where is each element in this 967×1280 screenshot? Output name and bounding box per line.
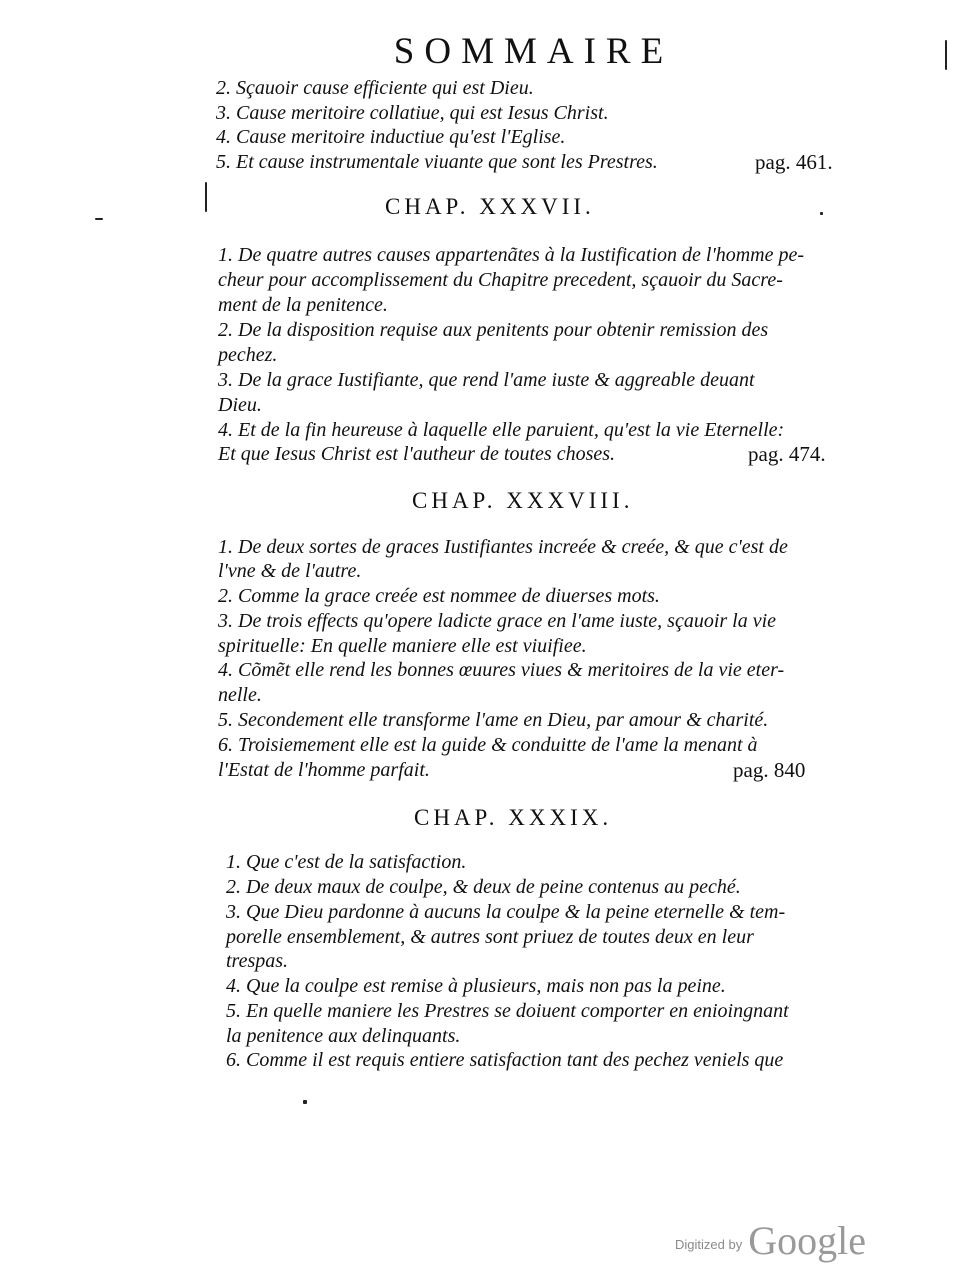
- google-logo: Google: [748, 1218, 866, 1263]
- scan-speck: [820, 212, 823, 215]
- chapter-line: 6. Comme il est requis entiere satisfaction tant des pechez veniels que: [226, 1049, 784, 1071]
- running-head: SOMMAIRE: [393, 31, 674, 72]
- scan-speck: [945, 40, 947, 70]
- chapter-heading: CHAP. XXXVII.: [385, 194, 595, 219]
- intro-line: 5. Et cause instrumentale viuante que sont les Prestres.: [216, 151, 658, 173]
- chapter-line: Et que Iesus Christ est l'autheur de toutes choses.: [218, 443, 616, 465]
- chapter-heading: CHAP. XXXVIII.: [412, 488, 634, 513]
- page-reference: pag. 840: [733, 758, 806, 782]
- page-reference: pag. 461.: [755, 150, 833, 174]
- watermark-prefix: Digitized by: [675, 1237, 743, 1252]
- chapter-line: 4. Cõmẽt elle rend les bonnes œuures viues & meritoires de la vie eter-: [218, 659, 785, 681]
- chapter-line: l'vne & de l'autre.: [218, 560, 362, 582]
- chapter-line: Dieu.: [218, 394, 262, 416]
- intro-line: 3. Cause meritoire collatiue, qui est Iesus Christ.: [216, 102, 609, 124]
- page-reference: pag. 474.: [748, 442, 826, 466]
- chapter-line: 4. Et de la fin heureuse à laquelle elle paruient, qu'est la vie Eternelle:: [218, 419, 785, 441]
- chapter-line: pechez.: [218, 344, 278, 366]
- chapter-line: l'Estat de l'homme parfait.: [218, 759, 430, 781]
- digitized-watermark: [675, 1217, 866, 1264]
- intro-line: 4. Cause meritoire inductiue qu'est l'Eglise.: [216, 126, 566, 148]
- chapter-line: 3. De trois effects qu'opere ladicte grace en l'ame iuste, sçauoir la vie: [218, 610, 777, 632]
- chapter-line: ment de la penitence.: [218, 294, 388, 316]
- chapter-line: 3. De la grace Iustifiante, que rend l'ame iuste & aggreable deuant: [218, 369, 755, 391]
- chapter-heading: CHAP. XXXIX.: [414, 805, 613, 830]
- chapter-line: cheur pour accomplissement du Chapitre precedent, sçauoir du Sacre-: [218, 269, 783, 291]
- scan-speck: [303, 1100, 307, 1104]
- intro-line: 2. Sçauoir cause efficiente qui est Dieu.: [216, 77, 534, 99]
- scan-speck: [205, 182, 207, 212]
- chapter-line: 2. De la disposition requise aux penitents pour obtenir remission des: [218, 319, 769, 341]
- chapter-line: trespas.: [226, 950, 289, 972]
- chapter-line: 1. De quatre autres causes appartenãtes à la Iustification de l'homme pe-: [218, 244, 805, 266]
- chapter-line: 1. De deux sortes de graces Iustifiantes increée & creée, & que c'est de: [218, 536, 788, 558]
- chapter-line: 4. Que la coulpe est remise à plusieurs, mais non pas la peine.: [226, 975, 726, 997]
- chapter-line: la penitence aux delinquants.: [226, 1025, 461, 1047]
- chapter-line: nelle.: [218, 684, 262, 706]
- scan-speck: [95, 218, 103, 220]
- chapter-line: porelle ensemblement, & autres sont priuez de toutes deux en leur: [226, 926, 754, 948]
- chapter-line: 6. Troisiemement elle est la guide & conduitte de l'ame la menant à: [218, 734, 758, 756]
- chapter-line: 1. Que c'est de la satisfaction.: [226, 851, 467, 873]
- chapter-line: 2. Comme la grace creée est nommee de diuerses mots.: [218, 585, 660, 607]
- chapter-line: 5. En quelle maniere les Prestres se doiuent comporter en enioingnant: [226, 1000, 789, 1022]
- chapter-line: spirituelle: En quelle maniere elle est viuifiee.: [218, 635, 587, 657]
- chapter-line: 3. Que Dieu pardonne à aucuns la coulpe & la peine eternelle & tem-: [226, 901, 786, 923]
- chapter-line: 2. De deux maux de coulpe, & deux de peine contenus au peché.: [226, 876, 741, 898]
- chapter-line: 5. Secondement elle transforme l'ame en Dieu, par amour & charité.: [218, 709, 769, 731]
